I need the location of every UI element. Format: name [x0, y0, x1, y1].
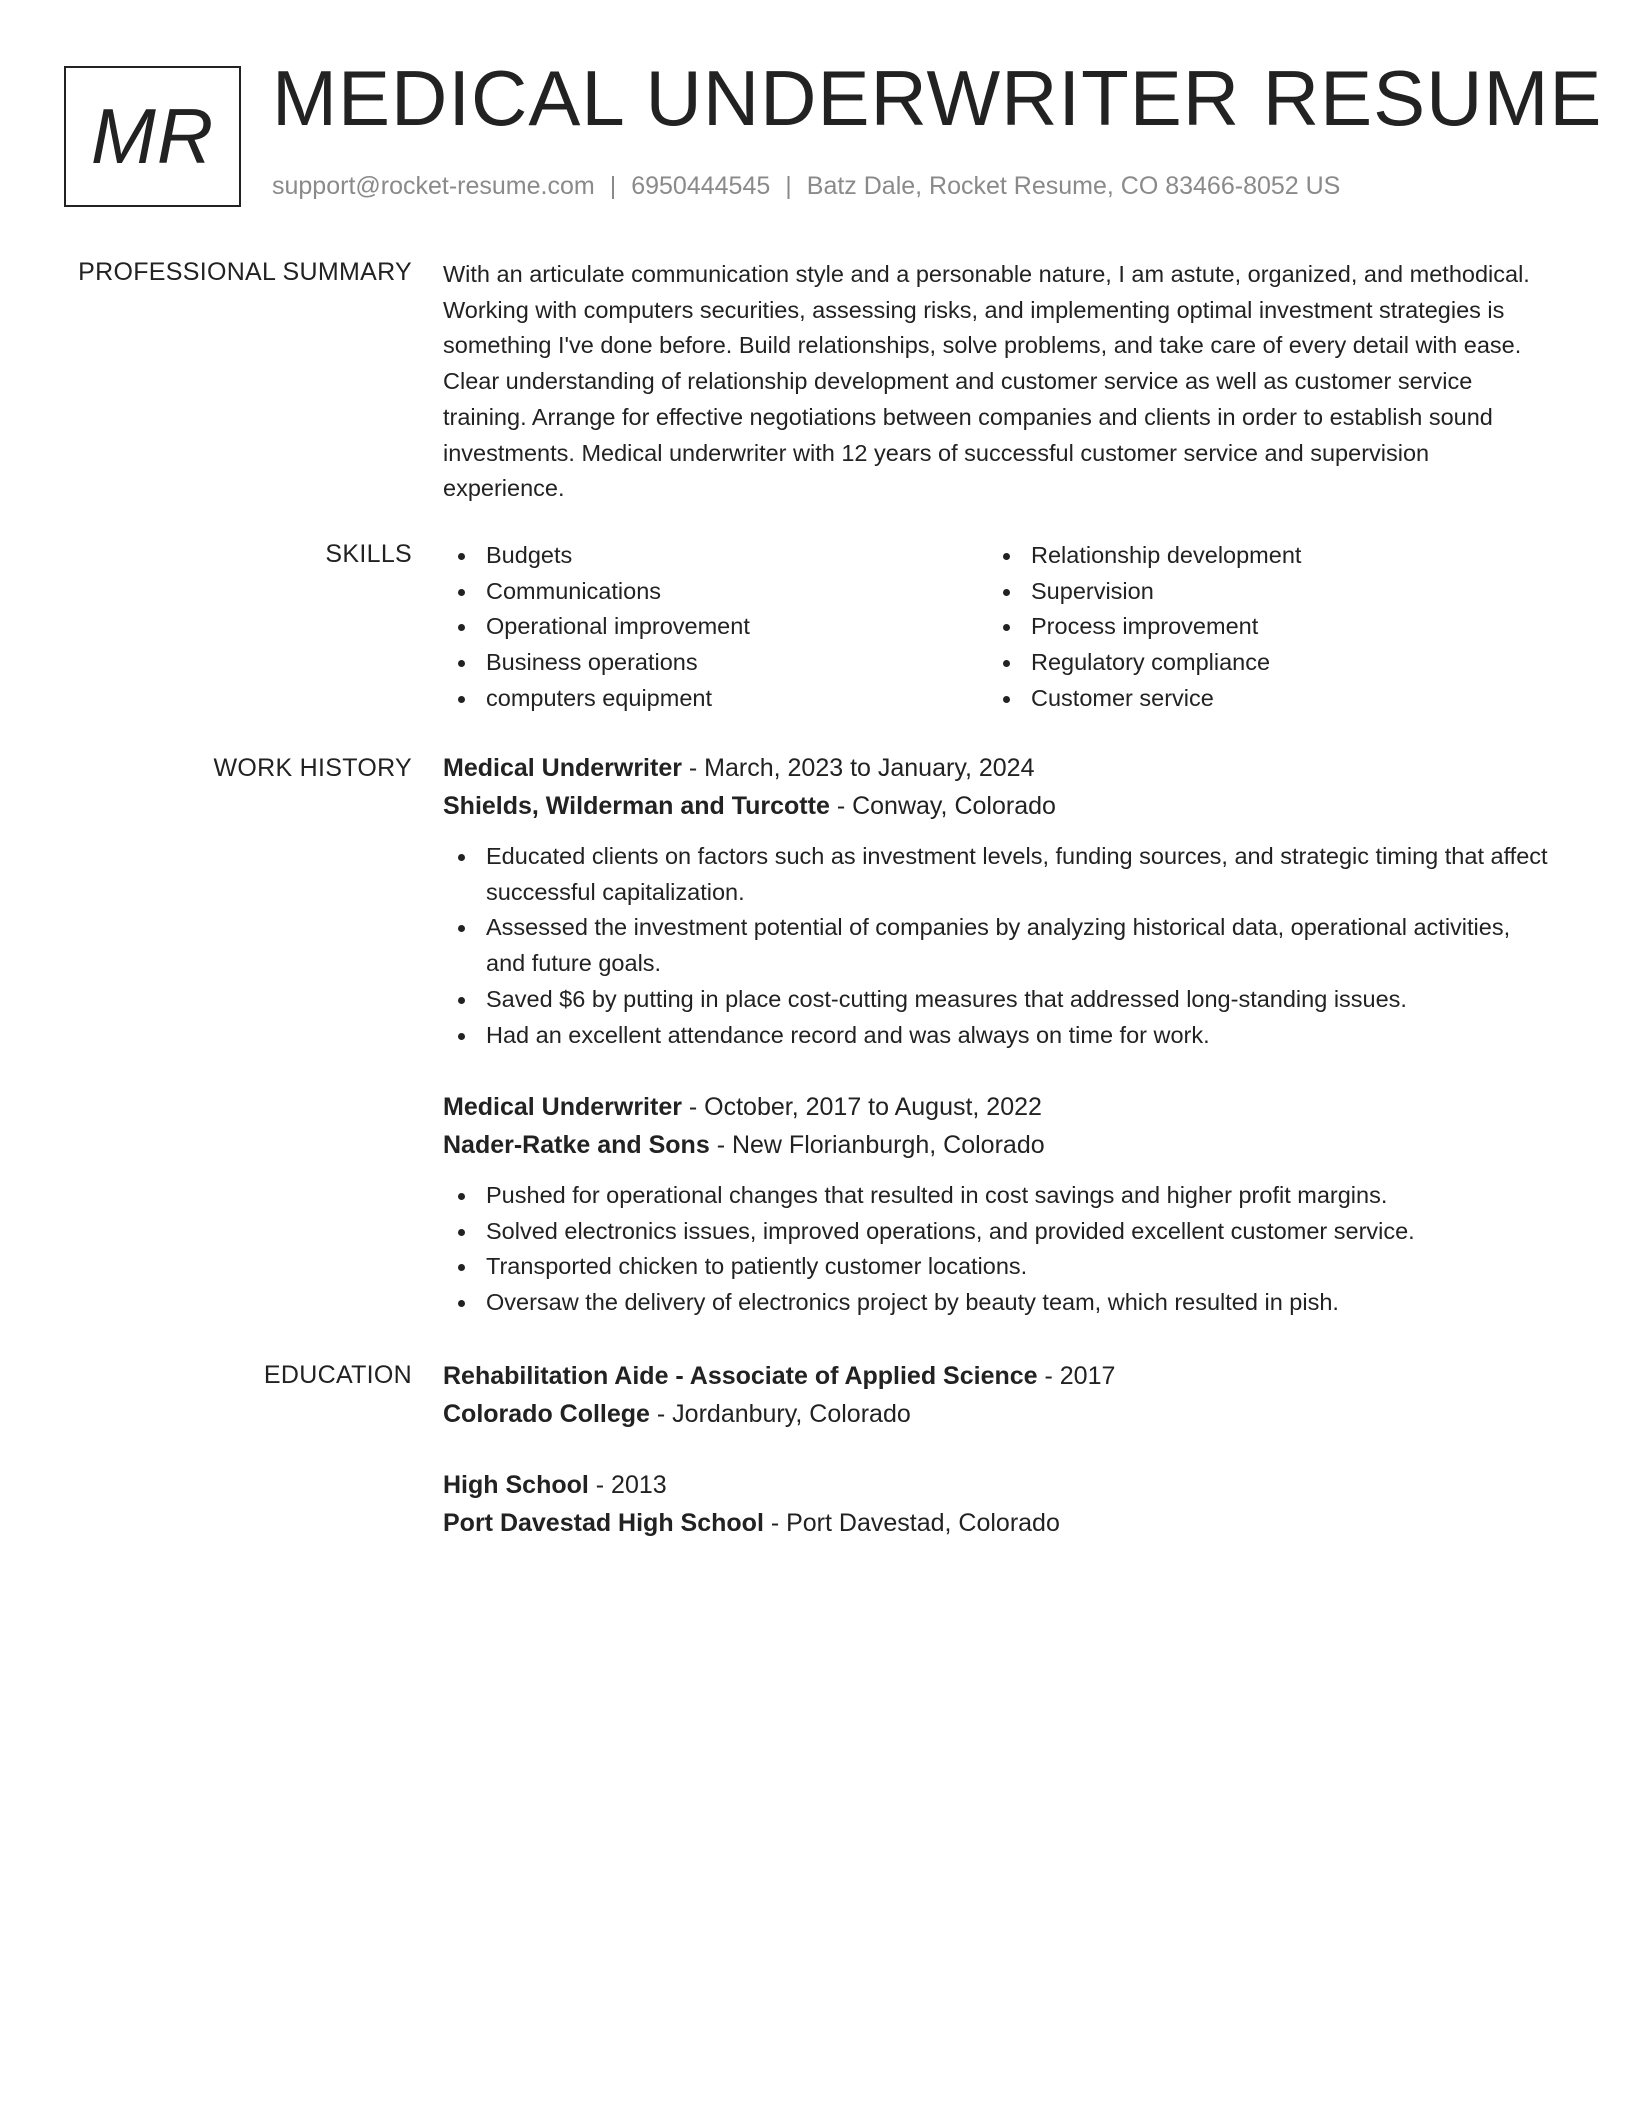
skill-item: Business operations [443, 645, 988, 681]
skills-grid [443, 538, 1553, 717]
school-line [443, 1504, 1553, 1542]
job-company: Shields, Wilderman and Turcotte [443, 792, 830, 820]
skills-column-left [443, 538, 988, 717]
job-title: Medical Underwriter [443, 754, 682, 782]
contact-separator: | [609, 172, 617, 200]
school-location: - Port Davestad, Colorado [763, 1509, 1060, 1537]
job-title-line [443, 1088, 1553, 1126]
job-company-line [443, 787, 1553, 825]
job-location: - Conway, Colorado [829, 792, 1056, 820]
contact-separator: | [785, 172, 792, 200]
school-location: - Jordanbury, Colorado [649, 1400, 911, 1428]
job-bullet: Pushed for operational changes that resulted in cost savings and higher profit margins. [443, 1178, 1553, 1214]
job-dates: - March, 2023 to January, 2024 [681, 754, 1035, 782]
job-company-line [443, 1126, 1553, 1164]
skill-item: Relationship development [988, 538, 1533, 574]
degree-name: High School [443, 1471, 589, 1499]
skill-item: Process improvement [988, 609, 1533, 645]
skill-item: Budgets [443, 538, 988, 574]
summary-heading: PROFESSIONAL SUMMARY [78, 258, 412, 286]
job-bullet: Had an excellent attendance record and was always on time for work. [443, 1018, 1553, 1054]
job-bullet: Educated clients on factors such as investment levels, funding sources, and strategic timing that affect successful capitalization. [443, 839, 1553, 910]
degree-line [443, 1466, 1553, 1504]
job-location: - New Florianburgh, Colorado [709, 1131, 1045, 1159]
skill-item: Regulatory compliance [988, 645, 1533, 681]
job-bullet: Saved $6 by putting in place cost-cutting measures that addressed long-standing issues. [443, 982, 1553, 1018]
degree-year: - 2013 [588, 1471, 667, 1499]
job-company: Nader-Ratke and Sons [443, 1131, 710, 1159]
school-line [443, 1395, 1553, 1433]
job-bullet: Oversaw the delivery of electronics project by beauty team, which resulted in pish. [443, 1285, 1553, 1321]
skill-item: Communications [443, 574, 988, 610]
skills-section [443, 538, 1553, 717]
skill-item: Operational improvement [443, 609, 988, 645]
contact-line [272, 172, 1340, 201]
job-entry [443, 749, 1553, 1053]
contact-email[interactable]: support@rocket-resume.com [272, 172, 595, 200]
education-entry [443, 1466, 1553, 1542]
resume-title: MEDICAL UNDERWRITER RESUME [272, 54, 1603, 142]
school-name: Colorado College [443, 1400, 650, 1428]
job-title: Medical Underwriter [443, 1093, 682, 1121]
education-heading: EDUCATION [263, 1361, 412, 1389]
work-history-heading: WORK HISTORY [213, 754, 412, 782]
contact-phone[interactable]: 6950444545 [631, 172, 771, 200]
degree-year: - 2017 [1037, 1362, 1116, 1390]
job-bullet: Transported chicken to patiently customer locations. [443, 1249, 1553, 1285]
job-entry [443, 1088, 1553, 1321]
monogram-box [64, 66, 241, 207]
degree-line [443, 1357, 1553, 1395]
degree-name: Rehabilitation Aide - Associate of Applied Science [443, 1362, 1038, 1390]
summary-text: With an articulate communication style and a personable nature, I am astute, organized, and methodical. Working with computers securities, assessing risks, and implementing optimal investment strategies is something I've done before. Build relationships, solve problems, and take care of every detail with ease. Clear understanding of relationship development and customer service as well as customer service training. Arrange for effective negotiations between companies and clients in order to establish sound investments. Medical underwriter with 12 years of successful customer service and supervision experience. [443, 261, 1530, 502]
monogram-initials: MR [90, 92, 215, 180]
summary-section [443, 257, 1553, 507]
job-bullet: Assessed the investment potential of companies by analyzing historical data, operational activities, and future goals. [443, 910, 1553, 981]
skill-item: Supervision [988, 574, 1533, 610]
job-bullets [443, 1178, 1553, 1321]
job-title-line [443, 749, 1553, 787]
job-bullets [443, 839, 1553, 1053]
job-dates: - October, 2017 to August, 2022 [681, 1093, 1042, 1121]
contact-address: Batz Dale, Rocket Resume, CO 83466-8052 US [806, 172, 1341, 200]
skills-column-right [988, 538, 1533, 717]
skill-item: computers equipment [443, 681, 988, 717]
skills-heading: SKILLS [325, 540, 412, 568]
education-entry [443, 1357, 1553, 1433]
school-name: Port Davestad High School [443, 1509, 764, 1537]
job-bullet: Solved electronics issues, improved operations, and provided excellent customer service. [443, 1214, 1553, 1250]
skill-item: Customer service [988, 681, 1533, 717]
